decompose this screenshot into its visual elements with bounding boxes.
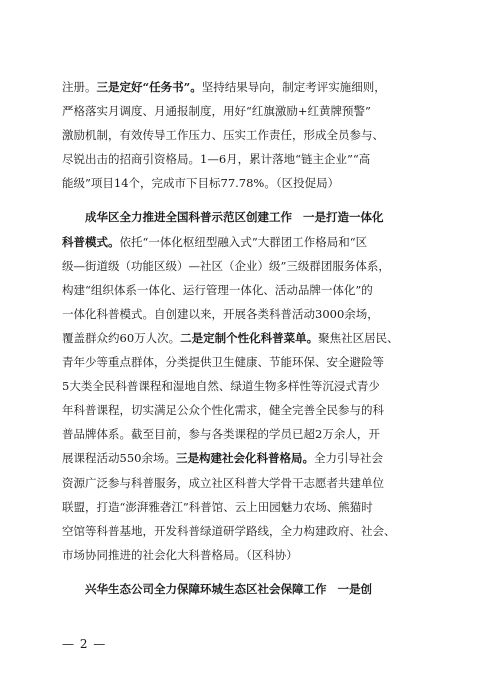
text-line: 普品牌体系。截至目前，参与各类课程的学员已超2万余人，开	[62, 427, 380, 442]
text-line	[62, 230, 434, 254]
text-line	[62, 75, 434, 99]
bold-subheading: 三是构建社会化科普格局。	[175, 451, 314, 466]
bold-subheading: 一是创	[337, 581, 372, 596]
text-line	[62, 446, 434, 470]
text-line: 激励机制，有效传导工作压力、压实工作责任，形成全员参与、	[62, 128, 384, 143]
bold-subheading: 一是打造一体化	[302, 210, 384, 225]
bold-subheading: 科普模式。	[62, 234, 120, 249]
section-heading-line	[62, 205, 434, 229]
paragraph-gap	[62, 567, 434, 577]
bold-subheading: 二是定制个性化科普菜单。	[180, 330, 319, 345]
text-line: 联盟，打造“澎湃雅砻江”科普馆、云上田园魅力农场、熊猫时	[62, 499, 373, 514]
text-line: 一体化科普模式。自创建以来，开展各类科普活动3000余场，	[62, 306, 379, 321]
paragraph-gap	[62, 195, 434, 205]
text-line: 年科普课程，切实满足公众个性化需求，健全完善全民参与的科	[62, 403, 384, 418]
text-run: 覆盖群众约60万人次。	[62, 330, 181, 345]
text-run: 聚焦社区居民、	[318, 330, 399, 345]
text-line: 5大类全民科普课程和湿地自然、绿道生物多样性等沉浸式青少	[62, 379, 380, 394]
section-heading-line	[62, 577, 434, 601]
text-line: 市场协同推进的社会化大科普格局。（区科协）	[62, 547, 298, 562]
text-line: 级—街道级（功能区级）—社区（企业）级”三级群团服务体系，	[62, 258, 390, 273]
text-run: 注册。	[62, 80, 97, 94]
section-heading: 兴华生态公司全力保障环城生态区社会保障工作	[85, 581, 327, 596]
text-line: 能级”项目14个，完成市下目标77.78%。（区投促局）	[62, 176, 340, 191]
page-number: — 2 —	[62, 637, 107, 651]
text-line: 青年少等重点群体，分类提供卫生健康、节能环保、安全避险等	[62, 355, 384, 370]
text-run: 全力引导社会	[313, 451, 383, 466]
text-run: 展课程活动550余场。	[62, 451, 176, 466]
text-line: 资源广泛参与科普服务，成立社区科普大学骨干志愿者共建单位	[62, 475, 384, 490]
text-run: 依托“一体化枢纽型融入式”大群团工作格局和“区	[119, 234, 368, 249]
text-line: 尽锐出击的招商引资格局。1—6月，累计落地“链主企业”“高	[62, 152, 371, 167]
text-line	[62, 326, 434, 350]
text-run: 坚持结果导向，制定考评实施细则，	[201, 80, 386, 94]
text-line: 空馆等科普基地，开发科普绿道研学路线，全力构建政府、社会、	[62, 523, 396, 538]
section-heading: 成华区全力推进全国科普示范区创建工作	[85, 210, 292, 225]
document-body	[62, 75, 434, 601]
text-line: 严格落实月调度、月通报制度，用好“红旗激励+红黄牌预警”	[62, 104, 371, 119]
bold-subheading: 三是定好“任务书”。	[96, 80, 202, 94]
text-line: 构建“组织体系一体化、运行管理一体化、活动品牌一体化”的	[62, 282, 373, 297]
